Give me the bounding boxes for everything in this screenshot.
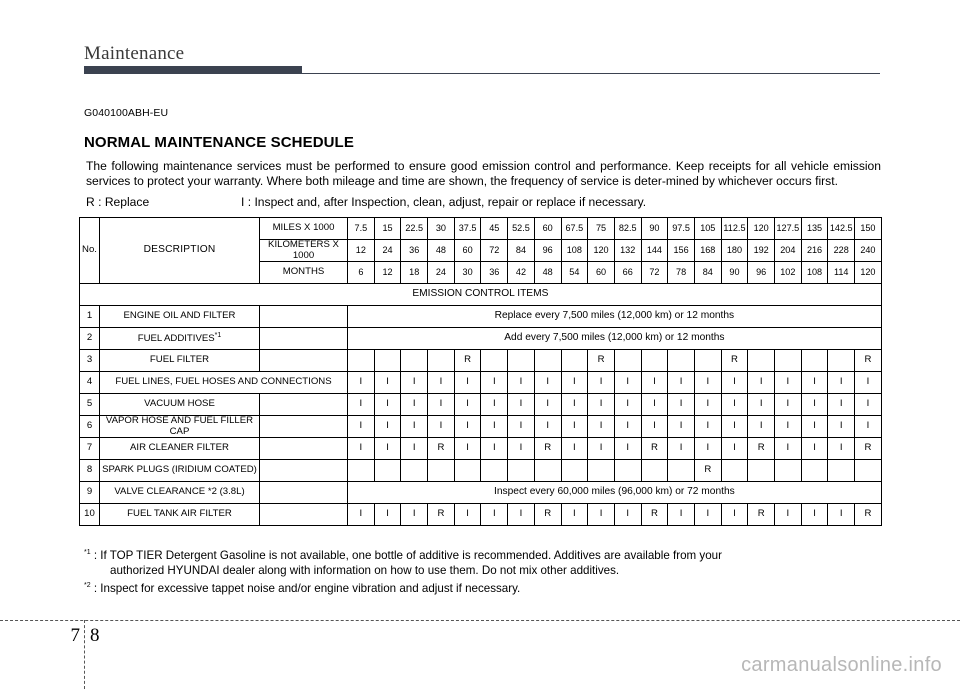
service-mark: I [855, 372, 882, 394]
item-description: VALVE CLEARANCE *2 (3.8L) [100, 482, 260, 504]
item-description-spacer [260, 416, 348, 438]
service-mark-empty [668, 460, 695, 482]
interval-value: 12 [374, 262, 401, 284]
service-mark: I [694, 504, 721, 526]
service-mark: I [534, 416, 561, 438]
service-mark-empty [641, 350, 668, 372]
service-mark: I [401, 372, 428, 394]
interval-value: 142.5 [828, 218, 855, 240]
interval-value: 144 [641, 240, 668, 262]
service-mark-empty [775, 350, 802, 372]
service-mark: R [748, 438, 775, 460]
service-mark: I [508, 372, 535, 394]
service-mark: I [721, 438, 748, 460]
service-mark: I [775, 372, 802, 394]
page-title: NORMAL MAINTENANCE SCHEDULE [84, 134, 354, 152]
service-mark: I [668, 394, 695, 416]
service-mark: I [614, 438, 641, 460]
interval-value: 36 [401, 240, 428, 262]
interval-value: 24 [374, 240, 401, 262]
column-header-description: DESCRIPTION [100, 218, 260, 284]
service-mark-empty [748, 350, 775, 372]
service-mark: I [855, 416, 882, 438]
item-number: 7 [80, 438, 100, 460]
service-mark: I [561, 416, 588, 438]
unit-row-label: MONTHS [260, 262, 348, 284]
service-mark-empty [614, 350, 641, 372]
table-row [80, 328, 882, 350]
footnote-marker: *1 [214, 332, 222, 340]
service-mark: R [748, 504, 775, 526]
unit-row-label: MILES X 1000 [260, 218, 348, 240]
service-mark-empty [828, 350, 855, 372]
footnote [84, 578, 884, 596]
interval-value: 90 [641, 218, 668, 240]
service-mark-empty [561, 460, 588, 482]
service-mark: I [348, 416, 375, 438]
interval-value: 54 [561, 262, 588, 284]
service-mark-empty [454, 460, 481, 482]
service-mark: I [775, 504, 802, 526]
service-mark-empty [508, 350, 535, 372]
service-mark-empty [614, 460, 641, 482]
service-mark: I [828, 394, 855, 416]
service-mark: I [454, 416, 481, 438]
interval-value: 108 [801, 262, 828, 284]
service-mark: I [454, 394, 481, 416]
service-mark-empty [401, 460, 428, 482]
service-mark-empty [401, 350, 428, 372]
interval-value: 120 [588, 240, 615, 262]
service-mark-empty [801, 460, 828, 482]
interval-value: 96 [748, 262, 775, 284]
intro-paragraph: The following maintenance services must be performed to ensure good emission control and performance. Keep receipts for all vehicle emission services to protect your warranty. Where both mileage and time are shown, the frequency of service is deter-mined by whichever occurs first. [86, 159, 881, 188]
item-description-spacer [260, 306, 348, 328]
service-mark: I [481, 372, 508, 394]
service-mark: R [641, 438, 668, 460]
interval-value: 15 [374, 218, 401, 240]
service-mark-empty [374, 350, 401, 372]
legend-inspect: I : Inspect and, after Inspection, clean, adjust, repair or replace if necessary. [241, 195, 647, 209]
interval-value: 30 [454, 262, 481, 284]
interval-value: 112.5 [721, 218, 748, 240]
service-mark: I [694, 394, 721, 416]
footnotes-block [84, 545, 884, 596]
service-mark-empty [348, 460, 375, 482]
service-mark: I [454, 504, 481, 526]
service-mark-empty [481, 350, 508, 372]
service-mark: I [481, 438, 508, 460]
service-mark-empty [428, 460, 455, 482]
interval-value: 30 [428, 218, 455, 240]
service-mark-empty [481, 460, 508, 482]
item-description-spacer [260, 504, 348, 526]
header-accent-bar [84, 66, 302, 73]
interval-value: 72 [641, 262, 668, 284]
table-row [80, 394, 882, 416]
interval-value: 82.5 [614, 218, 641, 240]
group-heading: EMISSION CONTROL ITEMS [80, 284, 882, 306]
service-mark: I [828, 416, 855, 438]
service-mark: I [614, 416, 641, 438]
service-mark: I [855, 394, 882, 416]
legend-replace: R : Replace [86, 195, 150, 209]
service-mark: I [534, 372, 561, 394]
interval-value: 75 [588, 218, 615, 240]
service-mark: I [641, 372, 668, 394]
footnote [84, 545, 884, 578]
service-mark: I [561, 438, 588, 460]
interval-value: 96 [534, 240, 561, 262]
column-header-no: No. [80, 218, 100, 284]
service-mark-empty [561, 350, 588, 372]
service-mark: I [401, 394, 428, 416]
service-mark: R [454, 350, 481, 372]
service-mark: I [614, 394, 641, 416]
interval-value: 192 [748, 240, 775, 262]
service-mark: I [561, 394, 588, 416]
interval-value: 156 [668, 240, 695, 262]
item-description-spacer [260, 394, 348, 416]
item-description: AIR CLEANER FILTER [100, 438, 260, 460]
service-mark: I [588, 394, 615, 416]
service-mark-empty [534, 350, 561, 372]
service-mark: I [534, 394, 561, 416]
interval-value: 127.5 [775, 218, 802, 240]
service-mark: I [614, 372, 641, 394]
service-mark: I [401, 438, 428, 460]
item-number: 3 [80, 350, 100, 372]
table-row [80, 306, 882, 328]
service-mark: I [801, 372, 828, 394]
interval-value: 105 [694, 218, 721, 240]
service-mark: I [828, 438, 855, 460]
service-mark: I [721, 504, 748, 526]
service-mark: I [374, 438, 401, 460]
service-mark: I [721, 394, 748, 416]
service-mark: R [588, 350, 615, 372]
header-rule-line [84, 73, 880, 74]
service-mark: I [801, 394, 828, 416]
service-mark: I [454, 372, 481, 394]
interval-value: 135 [801, 218, 828, 240]
service-mark: I [748, 416, 775, 438]
service-mark: R [641, 504, 668, 526]
service-mark: I [508, 416, 535, 438]
item-number: 5 [80, 394, 100, 416]
service-mark: I [588, 438, 615, 460]
item-description-spacer [260, 350, 348, 372]
table-row [80, 504, 882, 526]
interval-value: 228 [828, 240, 855, 262]
item-number: 2 [80, 328, 100, 350]
service-mark: R [428, 504, 455, 526]
item-interval-note: Inspect every 60,000 miles (96,000 km) or 72 months [348, 482, 882, 504]
interval-value: 168 [694, 240, 721, 262]
table-row [80, 482, 882, 504]
interval-value: 22.5 [401, 218, 428, 240]
crop-mark-vertical [84, 620, 85, 689]
table-row [80, 372, 882, 394]
interval-value: 37.5 [454, 218, 481, 240]
service-mark: I [641, 416, 668, 438]
service-mark: R [534, 504, 561, 526]
service-mark: I [374, 394, 401, 416]
interval-value: 72 [481, 240, 508, 262]
item-description: FUEL FILTER [100, 350, 260, 372]
interval-value: 7.5 [348, 218, 375, 240]
interval-value: 90 [721, 262, 748, 284]
crop-mark-horizontal [0, 620, 960, 621]
interval-value: 60 [588, 262, 615, 284]
service-mark: I [374, 416, 401, 438]
interval-value: 216 [801, 240, 828, 262]
interval-value: 180 [721, 240, 748, 262]
service-mark: I [401, 416, 428, 438]
service-mark: I [775, 394, 802, 416]
service-mark: I [668, 438, 695, 460]
site-watermark: carmanualsonline.info [741, 654, 942, 676]
service-mark: I [374, 504, 401, 526]
service-mark: R [694, 460, 721, 482]
item-description: VAPOR HOSE AND FUEL FILLER CAP [100, 416, 260, 438]
service-mark: R [534, 438, 561, 460]
item-number: 10 [80, 504, 100, 526]
service-mark: I [588, 416, 615, 438]
service-mark-empty [668, 350, 695, 372]
service-mark-empty [801, 350, 828, 372]
service-mark: I [481, 504, 508, 526]
item-description-spacer [260, 460, 348, 482]
interval-value: 84 [508, 240, 535, 262]
interval-value: 52.5 [508, 218, 535, 240]
interval-value: 60 [454, 240, 481, 262]
interval-value: 18 [401, 262, 428, 284]
service-mark-empty [855, 460, 882, 482]
service-mark: I [801, 416, 828, 438]
service-mark: I [668, 504, 695, 526]
schedule-header-row [80, 218, 882, 240]
item-description-spacer [260, 438, 348, 460]
unit-row-label: KILOMETERS X 1000 [260, 240, 348, 262]
item-description: ENGINE OIL AND FILTER [100, 306, 260, 328]
interval-value: 204 [775, 240, 802, 262]
table-row [80, 460, 882, 482]
item-description: VACUUM HOSE [100, 394, 260, 416]
item-number: 6 [80, 416, 100, 438]
footnote-line: $^{*1}$ : If TOP TIER Detergent Gasoline is not available, one bottle of additive is recommended. Additives are available from your [84, 548, 722, 562]
interval-value: 6 [348, 262, 375, 284]
footnote-line-continued: authorized HYUNDAI dealer along with information on how to use them. Do not mix other additives. [110, 564, 620, 578]
service-mark: R [721, 350, 748, 372]
interval-value: 132 [614, 240, 641, 262]
chapter-number: 7 [70, 625, 80, 646]
service-mark: R [855, 504, 882, 526]
service-mark: I [348, 504, 375, 526]
item-description: FUEL TANK AIR FILTER [100, 504, 260, 526]
item-number: 1 [80, 306, 100, 328]
service-mark: I [721, 416, 748, 438]
service-mark: I [775, 438, 802, 460]
service-mark: I [508, 504, 535, 526]
service-mark: I [614, 504, 641, 526]
service-mark: I [668, 372, 695, 394]
interval-value: 150 [855, 218, 882, 240]
interval-value: 24 [428, 262, 455, 284]
service-mark: I [561, 504, 588, 526]
service-mark-empty [748, 460, 775, 482]
interval-value: 12 [348, 240, 375, 262]
interval-value: 108 [561, 240, 588, 262]
item-description: SPARK PLUGS (IRIDIUM COATED) [100, 460, 260, 482]
footnote-marker: *2 [84, 582, 91, 590]
item-description: FUEL LINES, FUEL HOSES AND CONNECTIONS [100, 372, 348, 394]
legend [86, 195, 881, 209]
service-mark: I [668, 416, 695, 438]
service-mark-empty [508, 460, 535, 482]
item-interval-note: Add every 7,500 miles (12,000 km) or 12 months [348, 328, 882, 350]
interval-value: 97.5 [668, 218, 695, 240]
service-mark: I [348, 394, 375, 416]
running-head-title: Maintenance [84, 43, 185, 64]
service-mark-empty [428, 350, 455, 372]
service-mark: R [855, 350, 882, 372]
service-mark: I [721, 372, 748, 394]
service-mark: I [481, 416, 508, 438]
table-row [80, 350, 882, 372]
document-code: G040100ABH-EU [84, 107, 169, 119]
service-mark: I [401, 504, 428, 526]
service-mark: R [428, 438, 455, 460]
item-description-spacer [260, 328, 348, 350]
group-heading-row [80, 284, 882, 306]
service-mark-empty [721, 460, 748, 482]
service-mark: I [481, 394, 508, 416]
interval-value: 120 [748, 218, 775, 240]
item-description-spacer [260, 482, 348, 504]
table-row [80, 438, 882, 460]
maintenance-schedule-table [79, 217, 882, 526]
service-mark: I [828, 504, 855, 526]
service-mark: I [348, 438, 375, 460]
service-mark: I [694, 416, 721, 438]
service-mark: R [855, 438, 882, 460]
service-mark: I [428, 372, 455, 394]
service-mark: I [508, 438, 535, 460]
service-mark: I [374, 372, 401, 394]
service-mark: I [801, 438, 828, 460]
interval-value: 45 [481, 218, 508, 240]
item-number: 4 [80, 372, 100, 394]
service-mark: I [508, 394, 535, 416]
interval-value: 102 [775, 262, 802, 284]
item-number: 8 [80, 460, 100, 482]
footnote-marker: *1 [84, 549, 91, 556]
interval-value: 48 [428, 240, 455, 262]
service-mark: I [588, 372, 615, 394]
service-mark: I [588, 504, 615, 526]
service-mark-empty [694, 350, 721, 372]
interval-value: 67.5 [561, 218, 588, 240]
interval-value: 36 [481, 262, 508, 284]
service-mark: I [428, 416, 455, 438]
interval-value: 240 [855, 240, 882, 262]
interval-value: 84 [694, 262, 721, 284]
service-mark-empty [775, 460, 802, 482]
interval-value: 66 [614, 262, 641, 284]
service-mark: I [348, 372, 375, 394]
interval-value: 48 [534, 262, 561, 284]
interval-value: 60 [534, 218, 561, 240]
service-mark: I [428, 394, 455, 416]
service-mark: I [454, 438, 481, 460]
item-description: FUEL ADDITIVES$^{*1}$ [100, 328, 260, 350]
footnote-line: $^{*2}$ : Inspect for excessive tappet noise and/or engine vibration and adjust if necessary. [84, 582, 521, 596]
service-mark: I [561, 372, 588, 394]
page-running-header [84, 44, 880, 75]
service-mark: I [775, 416, 802, 438]
page-number: 8 [90, 625, 100, 646]
service-mark-empty [534, 460, 561, 482]
item-interval-note: Replace every 7,500 miles (12,000 km) or 12 months [348, 306, 882, 328]
service-mark-empty [588, 460, 615, 482]
service-mark: I [641, 394, 668, 416]
item-number: 9 [80, 482, 100, 504]
service-mark-empty [348, 350, 375, 372]
service-mark: I [694, 372, 721, 394]
service-mark: I [748, 372, 775, 394]
interval-value: 114 [828, 262, 855, 284]
service-mark-empty [641, 460, 668, 482]
service-mark: I [748, 394, 775, 416]
service-mark: I [801, 504, 828, 526]
service-mark-empty [828, 460, 855, 482]
interval-value: 42 [508, 262, 535, 284]
header-rule-group [84, 66, 880, 75]
interval-value: 78 [668, 262, 695, 284]
table-row [80, 416, 882, 438]
interval-value: 120 [855, 262, 882, 284]
service-mark: I [694, 438, 721, 460]
schedule-table-body [80, 218, 882, 526]
service-mark-empty [374, 460, 401, 482]
service-mark: I [828, 372, 855, 394]
